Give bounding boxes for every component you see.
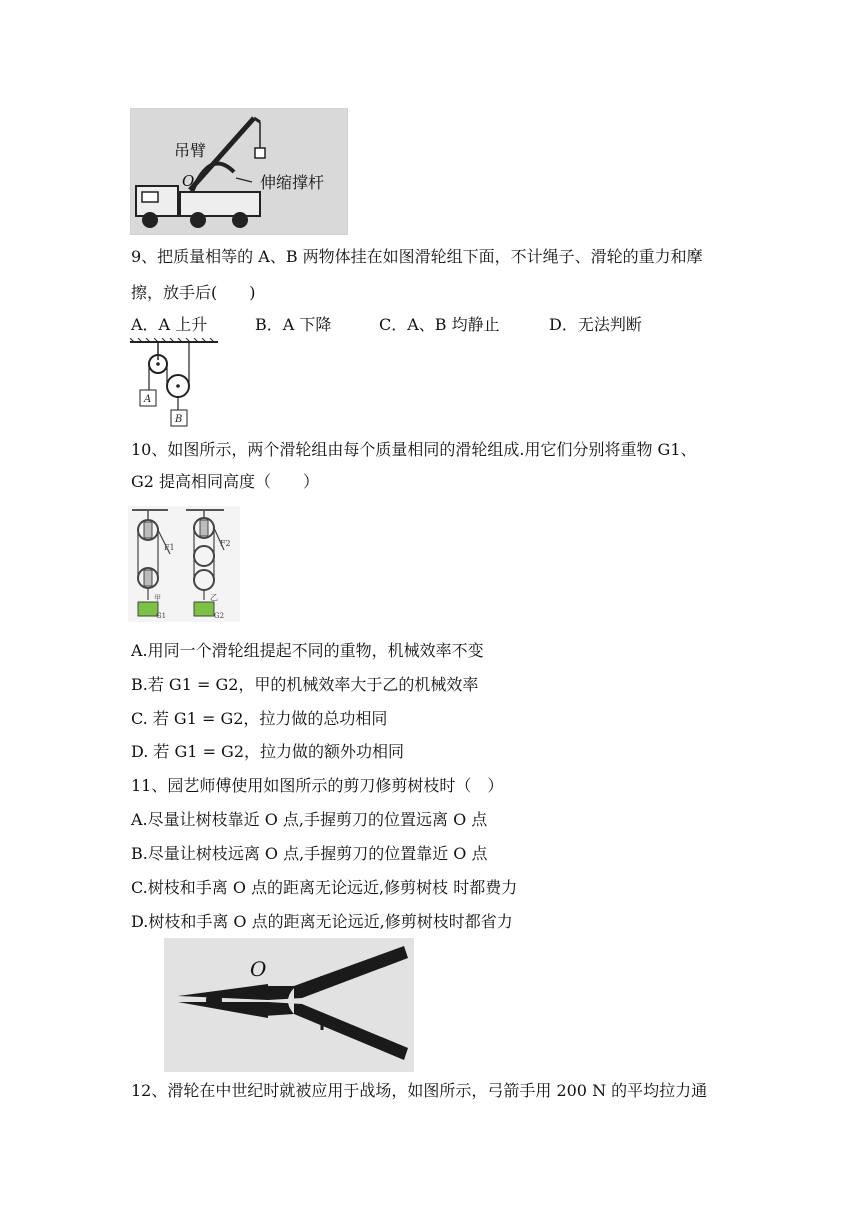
q10-pulley-figure [128, 506, 240, 622]
q10-label-g2: G2 [214, 612, 225, 620]
scissors-o-label: O [250, 957, 267, 981]
crane-strut-label: 伸缩撑杆 [260, 173, 325, 192]
q11-option-b: B.尽量让树枝远离 O 点,手握剪刀的位置靠近 O 点 [131, 844, 488, 863]
q10-label-f1: F1 [164, 543, 175, 552]
q11-option-c: C.树枝和手离 O 点的距离无论远近,修剪树枝 时都费力 [131, 878, 518, 897]
crane-arm-label: 吊臂 [174, 141, 207, 160]
q9-text-2: 擦，放手后( ) [131, 283, 256, 302]
q11-option-a: A.尽量让树枝靠近 O 点,手握剪刀的位置远离 O 点 [131, 810, 488, 829]
q9-label-b: B [175, 414, 183, 425]
q9-label-a: A [144, 394, 152, 405]
crane-o-label: O [182, 172, 195, 190]
q10-label-jia: 甲 [154, 594, 161, 602]
q9-option-d: D．无法判断 [549, 315, 642, 334]
q10-label-yi: 乙 [210, 593, 218, 602]
q11-option-d: D.树枝和手离 O 点的距离无论远近,修剪树枝时都省力 [131, 912, 513, 931]
q10-label-g1: G1 [156, 612, 167, 620]
q10-option-d: D. 若 G1 = G2，拉力做的额外功相同 [131, 742, 405, 761]
crane-figure [130, 108, 348, 235]
q11-text-1: 11、园艺师傅使用如图所示的剪刀修剪树枝时（ ） [131, 776, 504, 795]
q9-option-a: A．A 上升 [131, 315, 208, 334]
q9-pulley-figure [130, 338, 220, 430]
q10-option-b: B.若 G1 = G2，甲的机械效率大于乙的机械效率 [131, 675, 479, 694]
scissors-figure [164, 938, 414, 1072]
q10-text-1: 10、如图所示，两个滑轮组由每个质量相同的滑轮组成.用它们分别将重物 G1、 [131, 440, 697, 459]
q10-option-a: A.用同一个滑轮组提起不同的重物，机械效率不变 [131, 641, 484, 660]
q9-text-1: 9、把质量相等的 A、B 两物体挂在如图滑轮组下面，不计绳子、滑轮的重力和摩 [131, 247, 703, 266]
q12-text-1: 12、滑轮在中世纪时就被应用于战场，如图所示，弓箭手用 200 N 的平均拉力通 [131, 1081, 708, 1100]
q10-text-2: G2 提高相同高度（ ） [131, 472, 320, 491]
q10-option-c: C. 若 G1 = G2，拉力做的总功相同 [131, 709, 388, 728]
q9-options [131, 315, 642, 335]
q9-option-c: C．A、B 均静止 [379, 315, 500, 334]
q10-label-f2: F2 [220, 539, 231, 548]
q9-option-b: B．A 下降 [255, 315, 332, 334]
